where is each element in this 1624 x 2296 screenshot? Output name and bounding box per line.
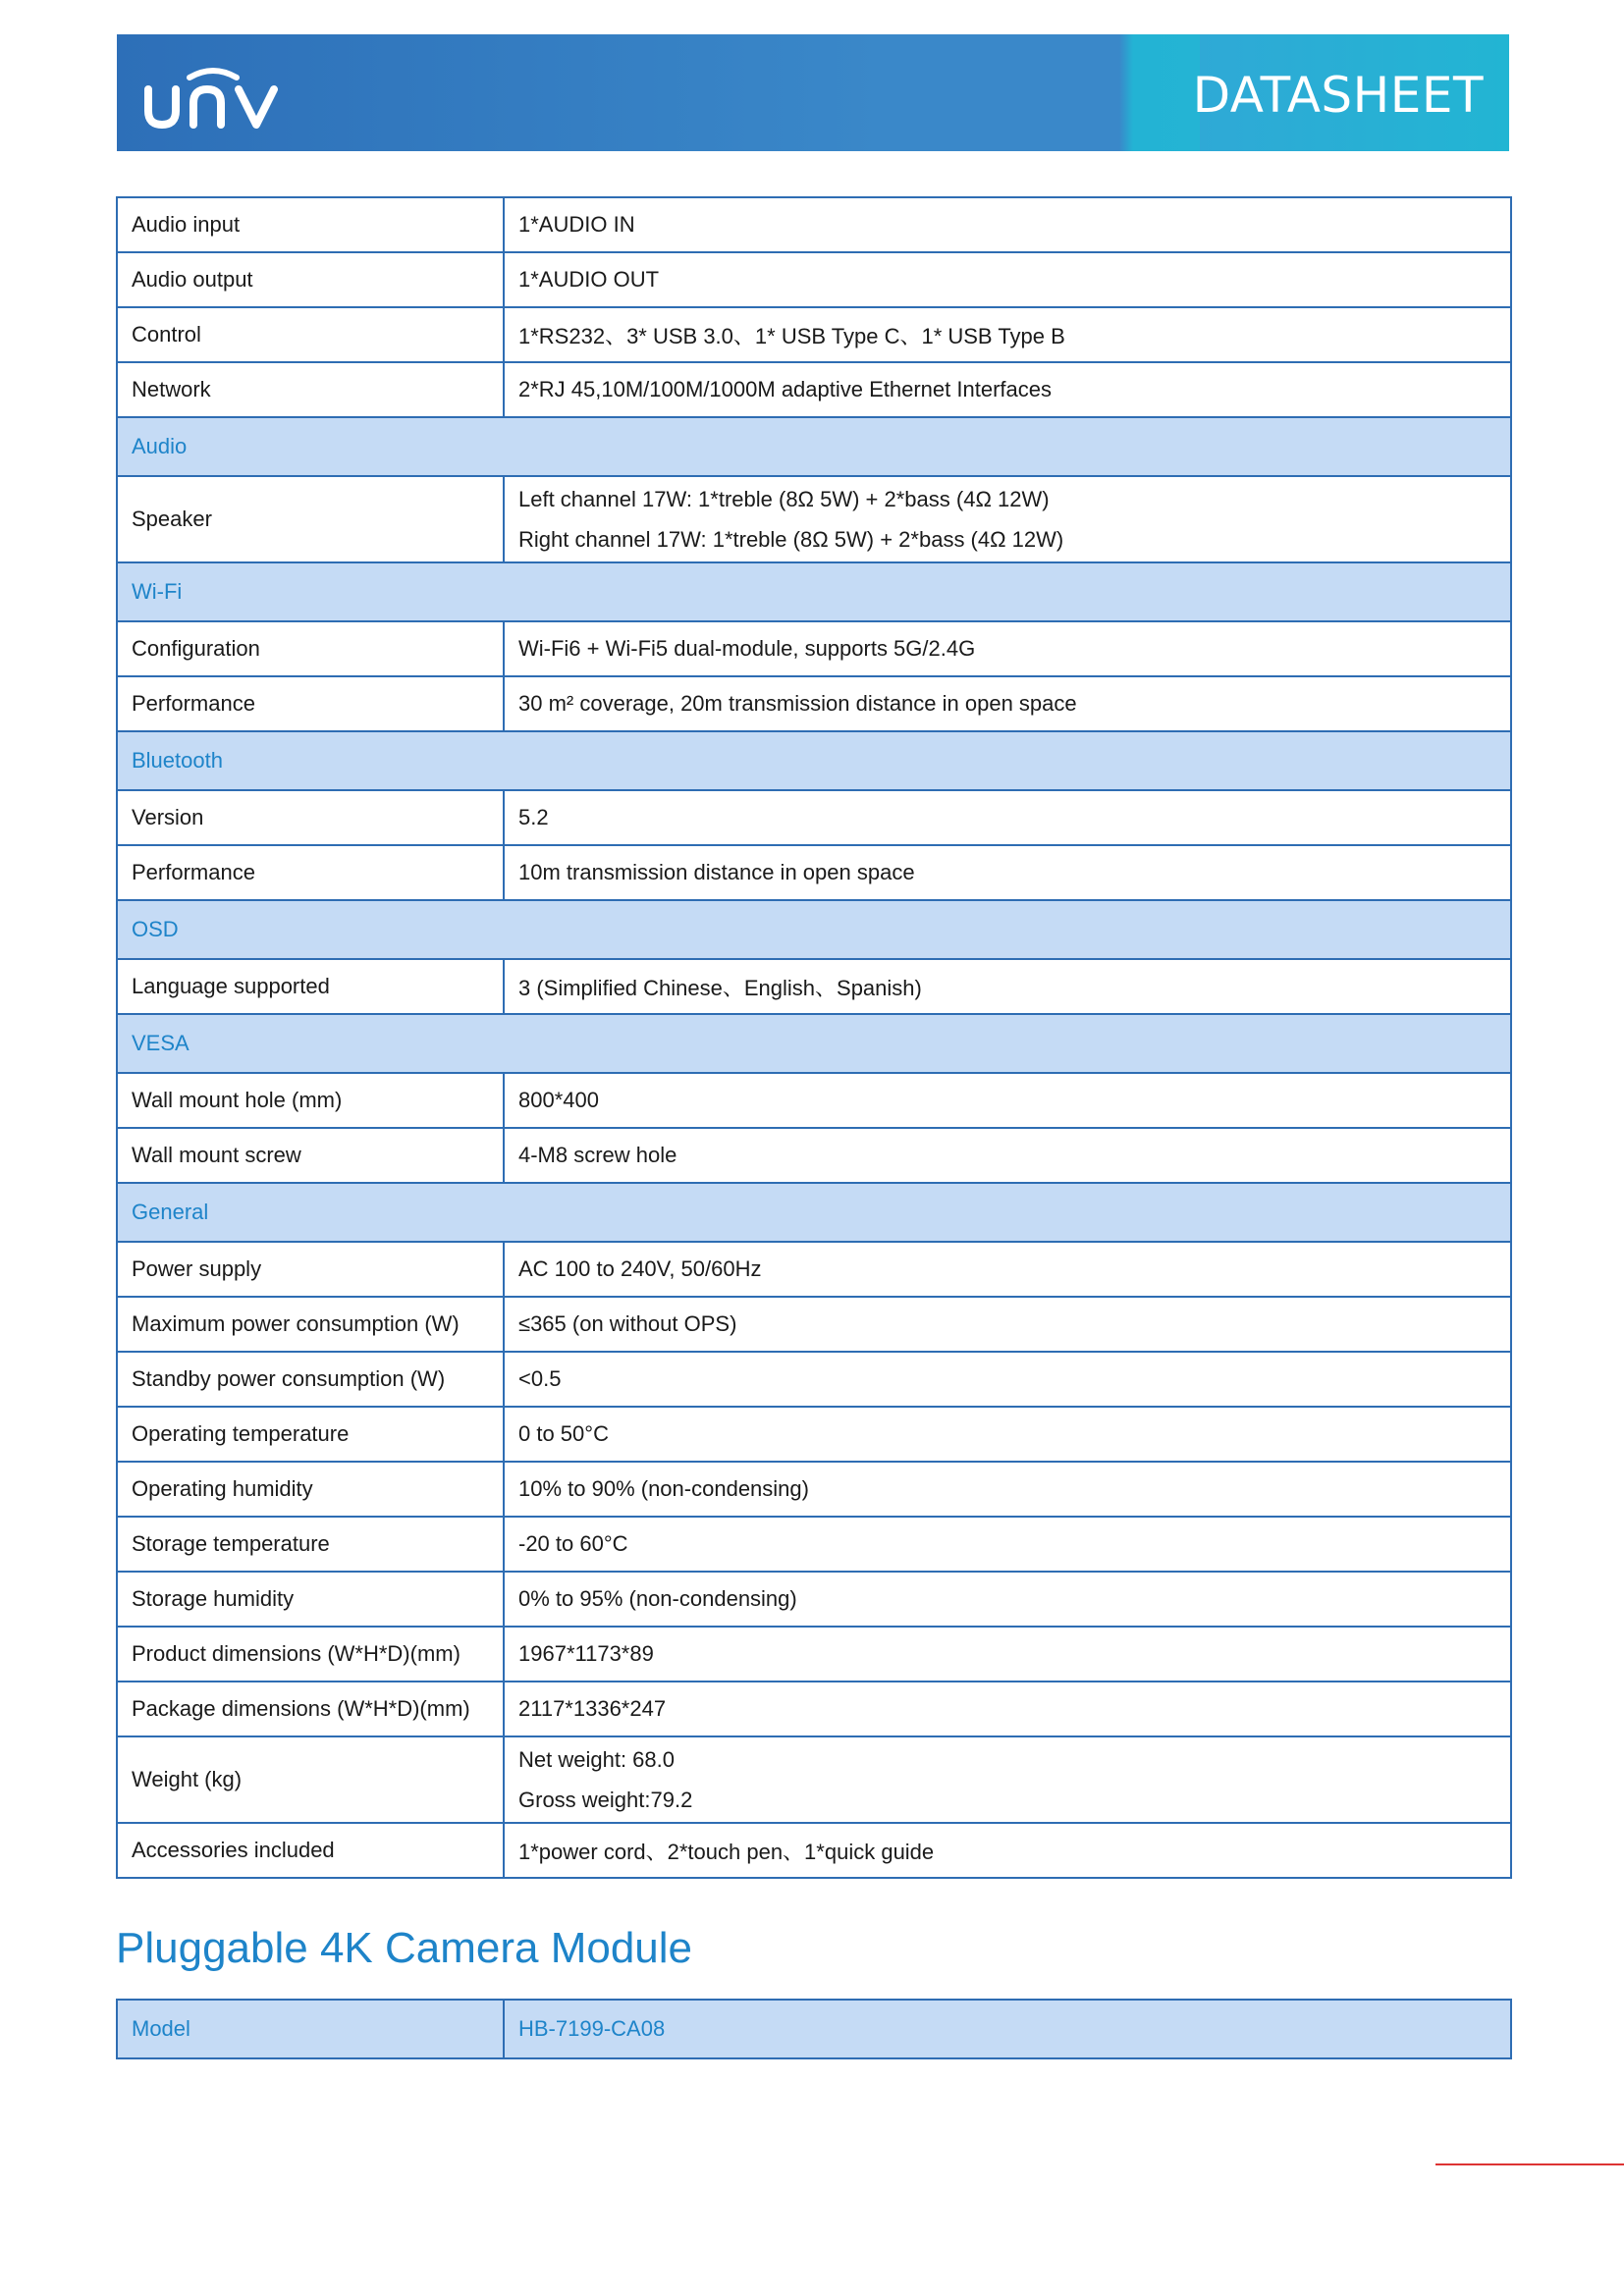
- spec-value-line: 10% to 90% (non-condensing): [518, 1476, 809, 1501]
- section-header-row: [117, 731, 1511, 790]
- spec-label: Standby power consumption (W): [117, 1352, 504, 1407]
- spec-label: Performance: [117, 845, 504, 900]
- spec-value-line: Net weight: 68.0: [518, 1747, 675, 1772]
- spec-row: [117, 1407, 1511, 1462]
- spec-value-line: ≤365 (on without OPS): [518, 1311, 737, 1336]
- spec-value: [504, 1823, 1511, 1878]
- spec-row: [117, 1242, 1511, 1297]
- spec-row: [117, 307, 1511, 362]
- spec-value-line: Wi-Fi6 + Wi-Fi5 dual-module, supports 5G/2.4G: [518, 636, 976, 661]
- spec-label: Accessories included: [117, 1823, 504, 1878]
- camera-module-heading: Pluggable 4K Camera Module: [116, 1924, 693, 1972]
- spec-value: [504, 1128, 1511, 1183]
- spec-value: [504, 1736, 1511, 1823]
- spec-value-line: Left channel 17W: 1*treble (8Ω 5W) + 2*bass (4Ω 12W): [518, 487, 1050, 511]
- spec-value: [504, 476, 1511, 562]
- spec-value: [504, 621, 1511, 676]
- spec-value-line: 30 m² coverage, 20m transmission distance in open space: [518, 691, 1077, 716]
- section-header: OSD: [117, 900, 1511, 959]
- spec-row: [117, 1462, 1511, 1517]
- spec-value: [504, 1517, 1511, 1572]
- section-header: Bluetooth: [117, 731, 1511, 790]
- spec-value-line: 0 to 50°C: [518, 1421, 609, 1446]
- spec-value: [504, 1242, 1511, 1297]
- section-header-row: [117, 562, 1511, 621]
- spec-label: Audio output: [117, 252, 504, 307]
- spec-row: [117, 1517, 1511, 1572]
- spec-value: HB-7199-CA08: [504, 2000, 1511, 2058]
- spec-row: [117, 845, 1511, 900]
- section-header-row: [117, 900, 1511, 959]
- spec-value-line: Right channel 17W: 1*treble (8Ω 5W) + 2*bass (4Ω 12W): [518, 527, 1064, 552]
- spec-label: Storage humidity: [117, 1572, 504, 1627]
- spec-label: Operating temperature: [117, 1407, 504, 1462]
- spec-value-line: 2117*1336*247: [518, 1696, 667, 1721]
- section-header: VESA: [117, 1014, 1511, 1073]
- spec-label: Audio input: [117, 197, 504, 252]
- spec-row: [117, 1736, 1511, 1823]
- spec-value-line: AC 100 to 240V, 50/60Hz: [518, 1256, 762, 1281]
- spec-value-line: 800*400: [518, 1088, 599, 1112]
- spec-value-line: <0.5: [518, 1366, 562, 1391]
- spec-value-line: 1967*1173*89: [518, 1641, 654, 1666]
- section-header: Audio: [117, 417, 1511, 476]
- spec-row: [117, 1128, 1511, 1183]
- spec-label: Wall mount hole (mm): [117, 1073, 504, 1128]
- spec-row: [117, 1073, 1511, 1128]
- spec-value-line: 2*RJ 45,10M/100M/1000M adaptive Ethernet Interfaces: [518, 377, 1052, 401]
- spec-label: Version: [117, 790, 504, 845]
- section-header-row: [117, 1014, 1511, 1073]
- spec-row: [117, 362, 1511, 417]
- spec-value-line: 4-M8 screw hole: [518, 1143, 677, 1167]
- spec-row: [117, 790, 1511, 845]
- spec-value-line: 1*AUDIO IN: [518, 212, 635, 237]
- spec-value-line: 3 (Simplified Chinese、English、Spanish): [518, 975, 922, 1000]
- spec-value: [504, 790, 1511, 845]
- spec-value-line: Gross weight:79.2: [518, 1788, 693, 1812]
- spec-row: [117, 1682, 1511, 1736]
- spec-value: [504, 1627, 1511, 1682]
- spec-label: Control: [117, 307, 504, 362]
- spec-value: [504, 1297, 1511, 1352]
- spec-value-line: 1*RS232、3* USB 3.0、1* USB Type C、1* USB Type B: [518, 323, 1065, 348]
- section-header-row: [117, 417, 1511, 476]
- spec-value: [504, 845, 1511, 900]
- spec-label: Product dimensions (W*H*D)(mm): [117, 1627, 504, 1682]
- spec-label: Weight (kg): [117, 1736, 504, 1823]
- spec-value-line: 5.2: [518, 805, 549, 829]
- spec-row: [117, 1352, 1511, 1407]
- spec-value-line: 0% to 95% (non-condensing): [518, 1586, 797, 1611]
- spec-row: [117, 1823, 1511, 1878]
- spec-label: Performance: [117, 676, 504, 731]
- spec-label: Network: [117, 362, 504, 417]
- spec-value: [504, 1462, 1511, 1517]
- section-header-row: [117, 1183, 1511, 1242]
- spec-value-line: 1*AUDIO OUT: [518, 267, 660, 292]
- spec-label: Package dimensions (W*H*D)(mm): [117, 1682, 504, 1736]
- spec-label: Operating humidity: [117, 1462, 504, 1517]
- spec-value-line: 10m transmission distance in open space: [518, 860, 915, 884]
- spec-value: [504, 307, 1511, 362]
- spec-value: [504, 1352, 1511, 1407]
- section-header: General: [117, 1183, 1511, 1242]
- spec-table-body: [117, 197, 1511, 1878]
- spec-value: [504, 1682, 1511, 1736]
- spec-value: [504, 959, 1511, 1014]
- spec-label: Maximum power consumption (W): [117, 1297, 504, 1352]
- spec-row: [117, 252, 1511, 307]
- spec-label: Language supported: [117, 959, 504, 1014]
- spec-value: [504, 362, 1511, 417]
- spec-label: Storage temperature: [117, 1517, 504, 1572]
- footer-rule: [1435, 2163, 1624, 2165]
- spec-value: [504, 676, 1511, 731]
- spec-value: [504, 252, 1511, 307]
- spec-label: Configuration: [117, 621, 504, 676]
- datasheet-title: DATASHEET: [1192, 67, 1484, 124]
- spec-value: [504, 197, 1511, 252]
- spec-table: [116, 196, 1512, 1879]
- spec-row: [117, 621, 1511, 676]
- spec-value: [504, 1572, 1511, 1627]
- spec-label: Model: [117, 2000, 504, 2058]
- spec-label: Speaker: [117, 476, 504, 562]
- spec-value-line: -20 to 60°C: [518, 1531, 628, 1556]
- camera-model-row: [117, 2000, 1511, 2058]
- unv-logo: [142, 56, 290, 134]
- header-banner: [117, 34, 1509, 151]
- spec-row: [117, 1297, 1511, 1352]
- spec-row: [117, 1627, 1511, 1682]
- spec-value: [504, 1073, 1511, 1128]
- spec-row: [117, 959, 1511, 1014]
- spec-value: [504, 1407, 1511, 1462]
- section-header: Wi-Fi: [117, 562, 1511, 621]
- camera-spec-table: [116, 1999, 1512, 2059]
- spec-label: Wall mount screw: [117, 1128, 504, 1183]
- spec-label: Power supply: [117, 1242, 504, 1297]
- spec-value-line: 1*power cord、2*touch pen、1*quick guide: [518, 1839, 935, 1864]
- spec-row: [117, 197, 1511, 252]
- spec-row: [117, 476, 1511, 562]
- spec-row: [117, 676, 1511, 731]
- spec-row: [117, 1572, 1511, 1627]
